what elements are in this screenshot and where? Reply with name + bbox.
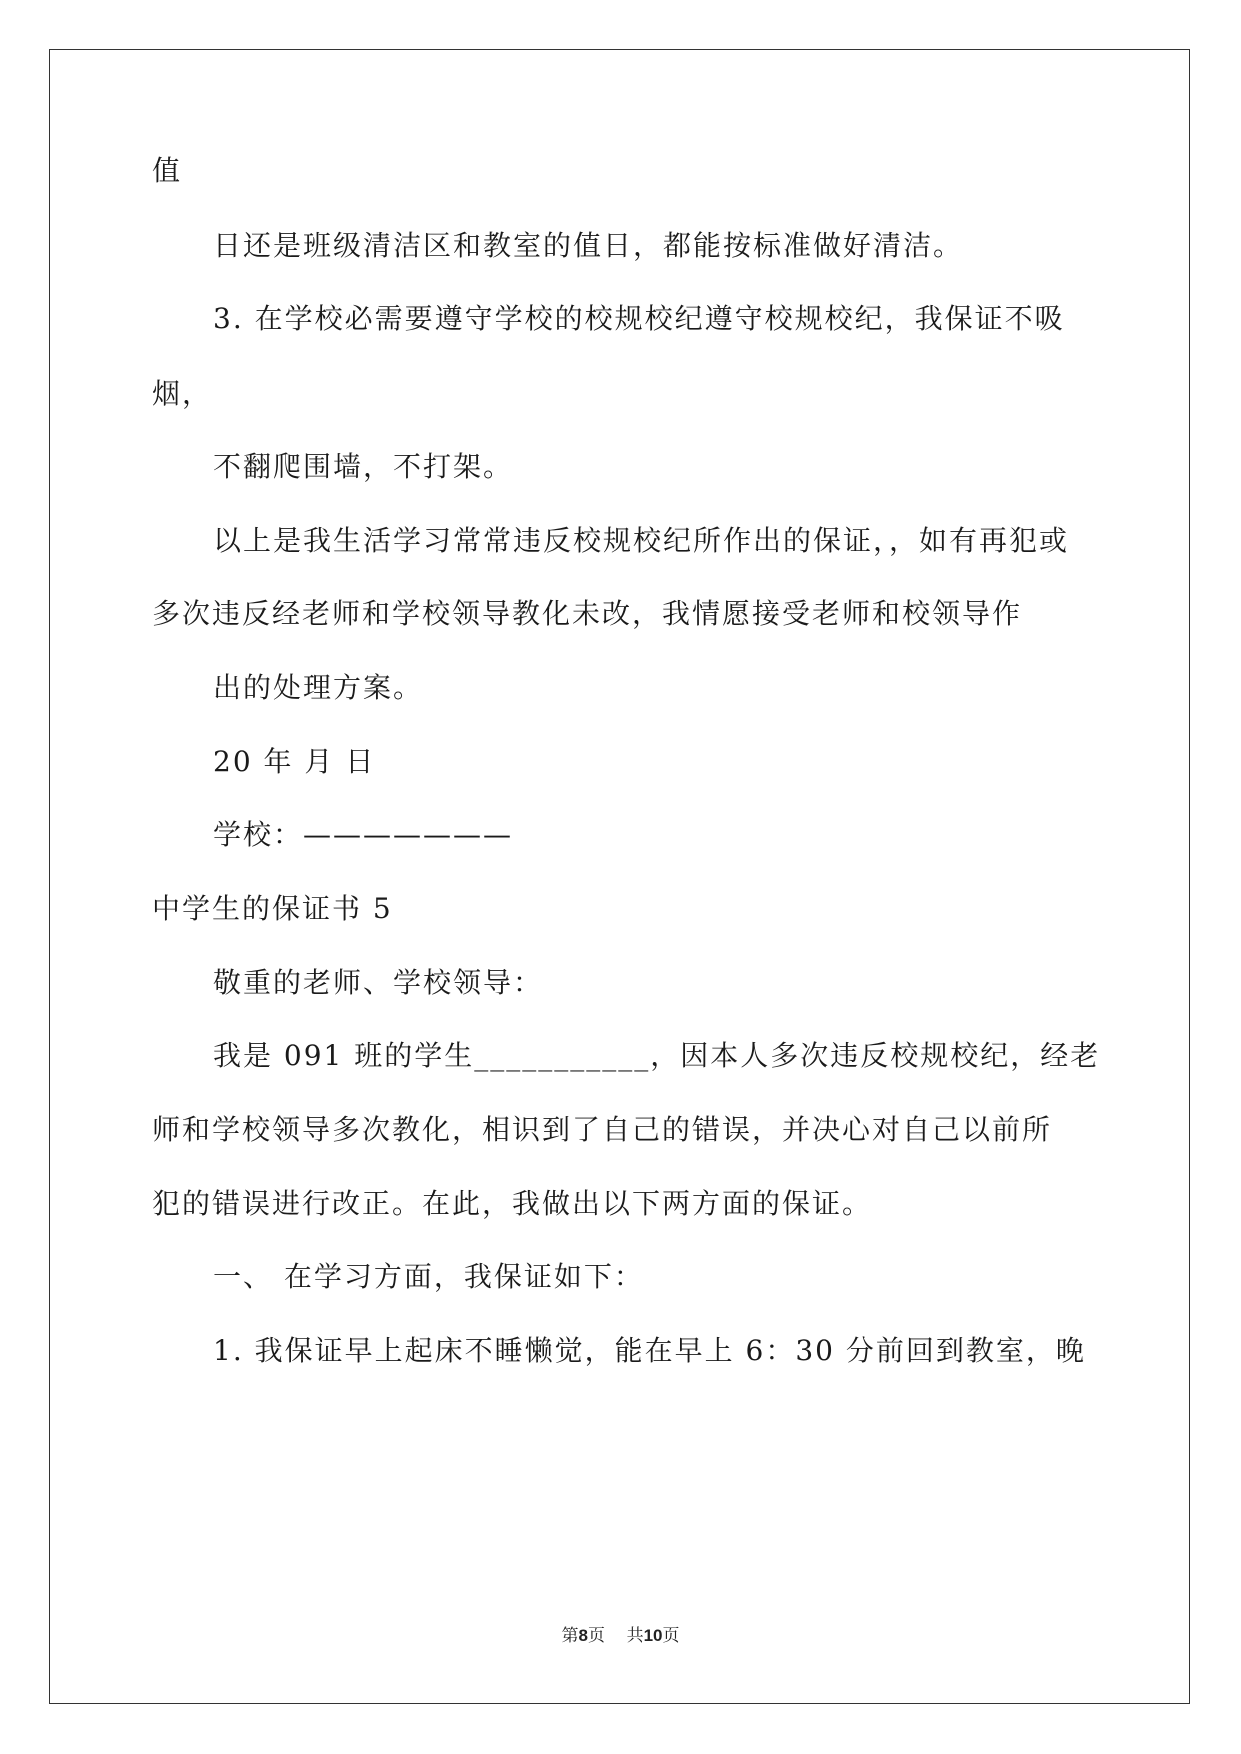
- body-line-2: 日还是班级清洁区和教室的值日，都能按标准做好清洁。: [213, 229, 964, 262]
- footer-page-suffix: 页: [587, 1626, 605, 1646]
- salutation: 敬重的老师、学校领导：: [213, 966, 544, 999]
- body-line-15: 犯的错误进行改正。在此，我做出以下两方面的保证。: [152, 1187, 873, 1220]
- body-line-3: 3. 在学校必需要遵守学校的校规校纪遵守校规校纪，我保证不吸: [213, 302, 1065, 335]
- body-line-6: 以上是我生活学习常常违反校规校纪所作出的保证，，如有再犯或: [213, 524, 1070, 557]
- footer-total-suffix: 页: [662, 1626, 680, 1646]
- body-line-13: 我是 091 班的学生___________，因本人多次违反校规校纪，经老: [213, 1039, 1101, 1072]
- page-frame: [49, 49, 1190, 1704]
- footer-page-number: 8: [578, 1626, 588, 1645]
- body-line-4: 烟，: [152, 377, 213, 410]
- body-line-1: 值: [152, 154, 183, 187]
- body-line-8: 出的处理方案。: [213, 671, 424, 704]
- footer-total-number: 10: [643, 1626, 663, 1645]
- body-line-17: 1. 我保证早上起床不睡懒觉，能在早上 6：30 分前回到教室，晚: [213, 1334, 1086, 1367]
- section-title: 中学生的保证书 5: [152, 892, 393, 925]
- footer-page-prefix: 第: [561, 1626, 579, 1646]
- page-footer: [0, 1621, 1241, 1646]
- date-line: 20 年 月 日: [213, 745, 376, 778]
- body-line-14: 师和学校领导多次教化，相识到了自己的错误，并决心对自己以前所: [152, 1113, 1053, 1146]
- body-line-16: 一、 在学习方面，我保证如下：: [213, 1260, 644, 1293]
- footer-total-prefix: 共: [626, 1626, 644, 1646]
- body-line-7: 多次违反经老师和学校领导教化未改，我情愿接受老师和校领导作: [152, 597, 1023, 630]
- body-line-5: 不翻爬围墙，不打架。: [213, 450, 514, 483]
- school-signature-line: 学校：———————: [213, 818, 514, 851]
